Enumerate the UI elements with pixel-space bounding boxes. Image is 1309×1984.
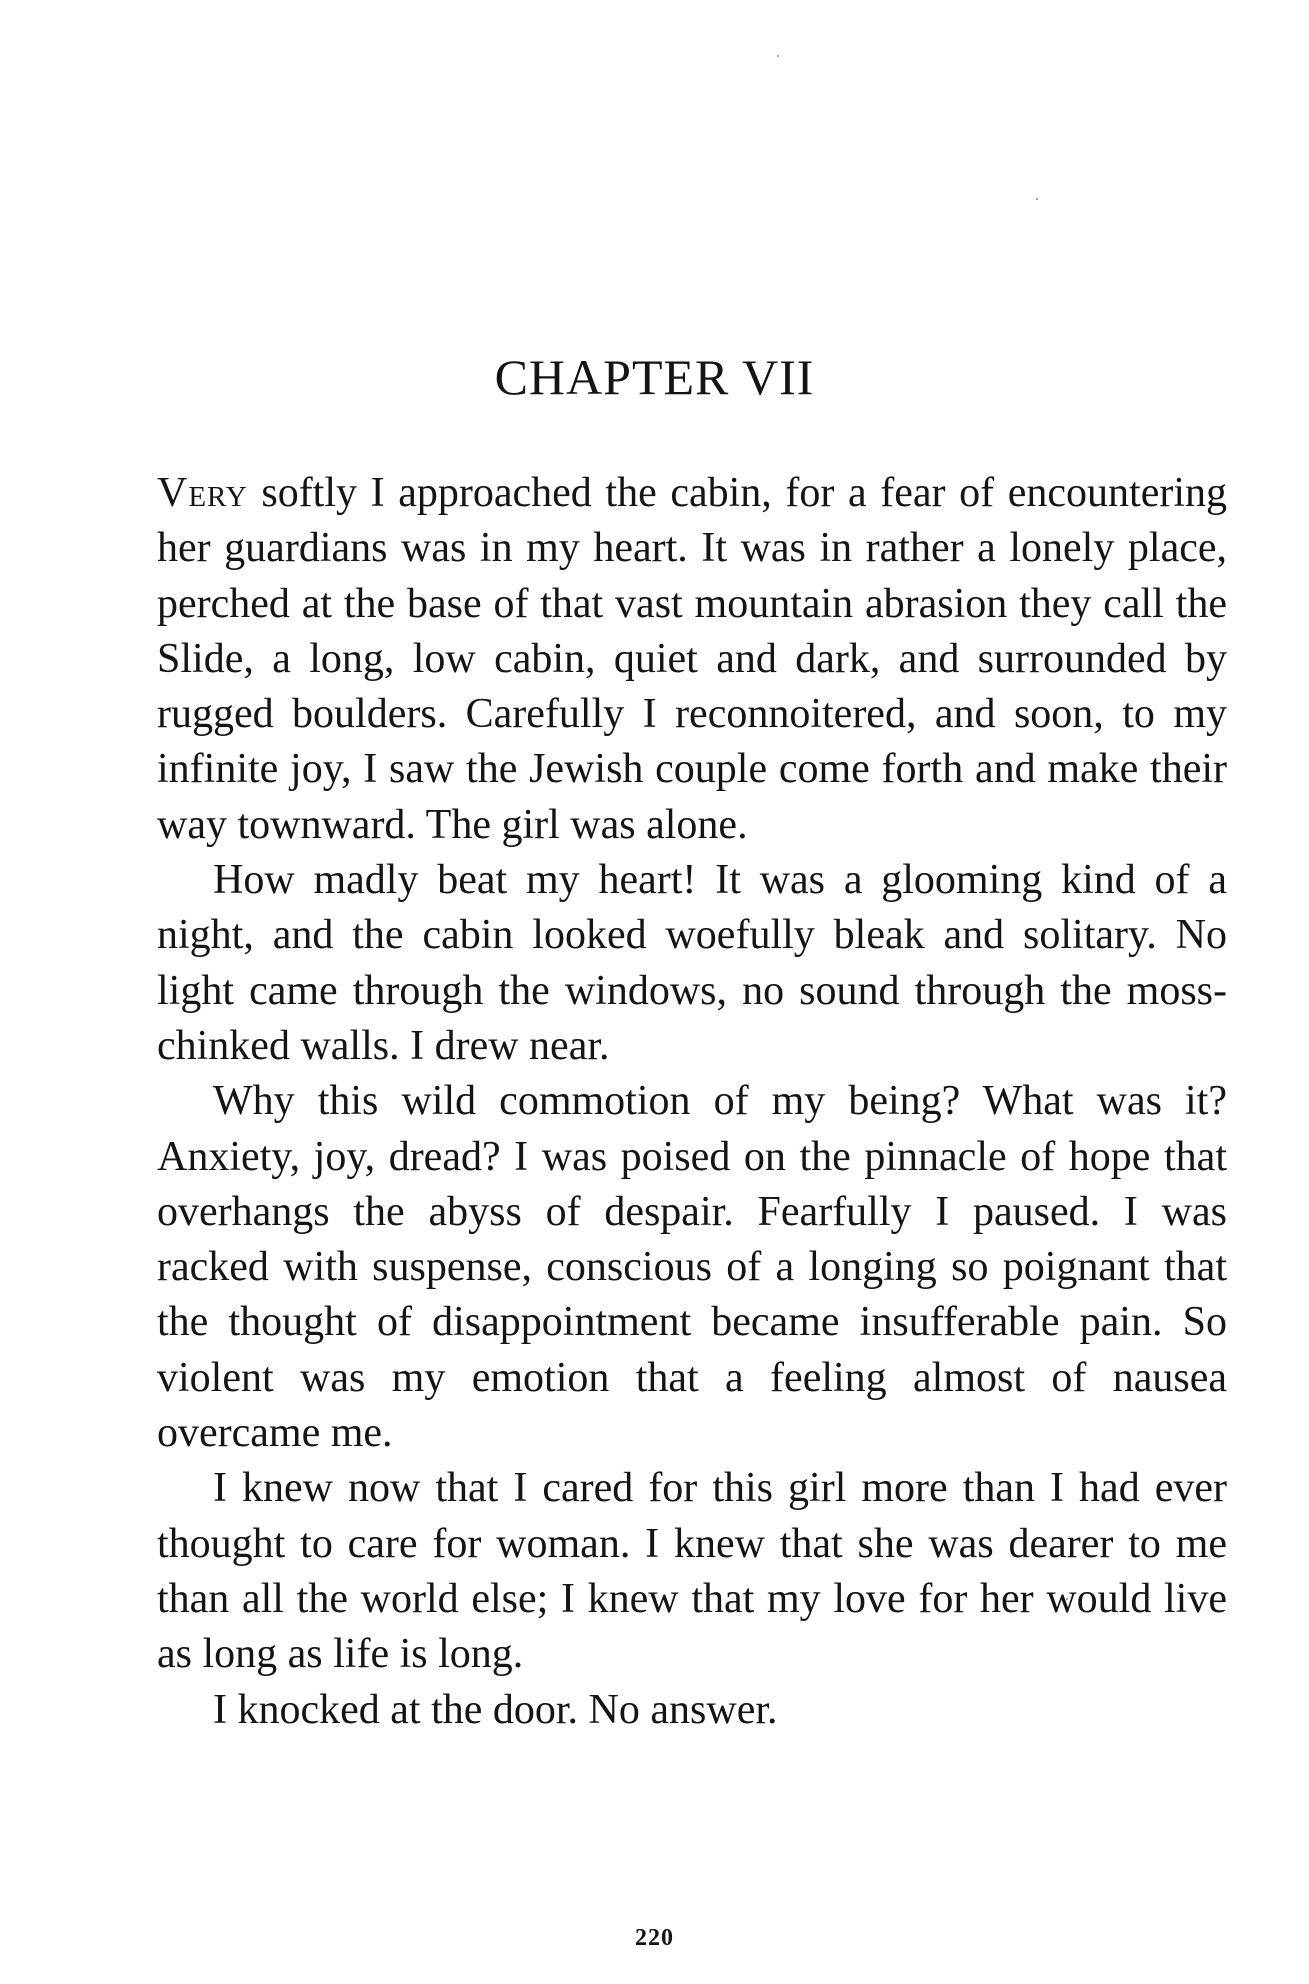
paragraph-2: How madly beat my heart! It was a glooming kind of a night, and the cabin looked woefully bleak and solitary. No light came through the windows, no sound through the moss-chinked walls. I drew near. [157, 857, 1227, 1069]
paper-speck [1036, 198, 1038, 200]
page-number: 220 [635, 1925, 674, 1951]
paragraph-1-text: softly I approached the cabin, for a fear of encountering her guardians was in my heart. It was in rather a lonely place, perched at the base of that vast mountain abrasion they call the Slide, a long, low cabin, quiet and dark, and surrounded by rugged boulders. Carefully I reconnoitered, and soon, to my infinite joy, I saw the Jewish couple come forth and make their way townward. The girl was alone. [157, 470, 1227, 848]
paragraph-3: Why this wild commotion of my being? What was it? Anxiety, joy, dread? I was poised on the pinnacle of hope that overhangs the abyss of despair. Fearfully I paused. I was racked with suspense, conscious of a longing so poignant that the thought of disappointment became insufferable pain. So violent was my emotion that a feeling almost of nausea overcame me. [157, 1078, 1227, 1457]
chapter-title: CHAPTER VII [494, 349, 815, 405]
paragraph-1 [157, 466, 1227, 853]
paragraph-4: I knew now that I cared for this girl more than I had ever thought to care for woman. I knew that she was dearer to me than all the world else; I knew that my love for her would live as long as life is long. [157, 1465, 1227, 1678]
chapter-body [157, 466, 1227, 1738]
paragraph-5: I knocked at the door. No answer. [213, 1686, 778, 1733]
paragraph-lead-word: Very [157, 470, 248, 516]
paper-speck [777, 55, 779, 57]
